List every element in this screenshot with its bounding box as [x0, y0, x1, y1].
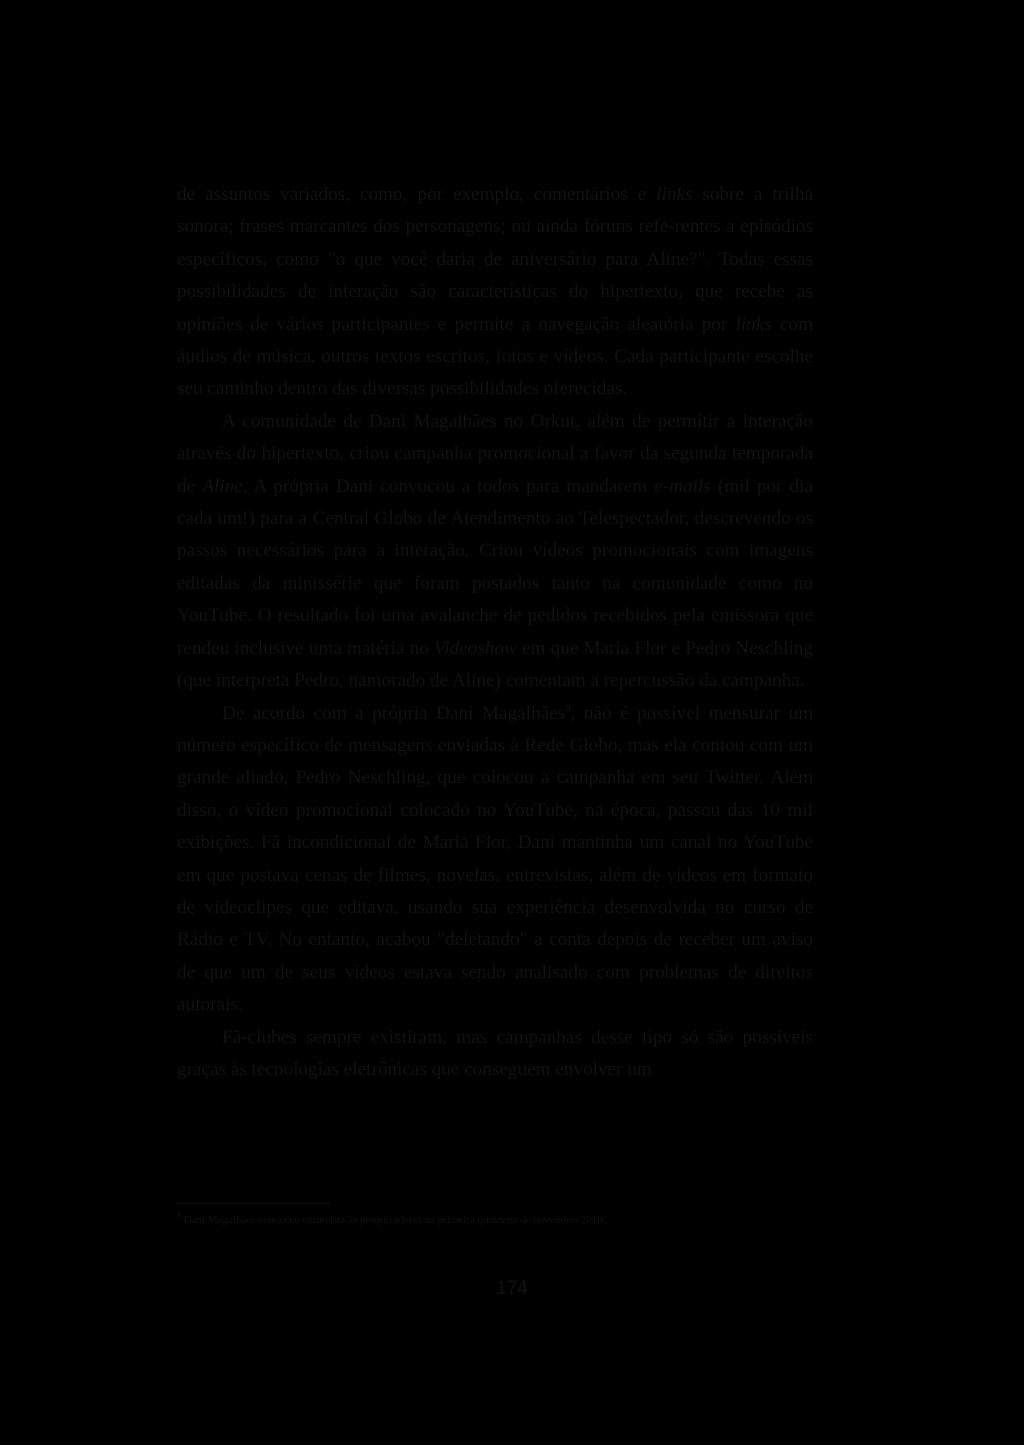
text-run: em que Maria Flor e Pedro Neschling (que interpreta Pedro, namorado de Aline) comentam a repercussão da campanha. — [177, 637, 813, 692]
text-run: Fã-clubes sempre existiram, mas campanhas desse tipo só são possíveis graças às tecnologias eletrônicas que conseguem envolver um — [177, 1026, 813, 1080]
text-run: , não é possível mensurar um número específico de mensagens enviadas à Rede Globo, mas ela contou com um grande aliado, Pedro Neschling, que colocou a campanha em seu Twitter. Além disso, o vídeo promocional colocado no YouTube, na época, passou das 10 mil exibições. Fã incondicional de Maria Flor, Dani mantinha um canal no YouTube em que postava cenas de filmes, novelas, entrevistas, além de vídeos em formato de videoclipes que editava, usando sua experiência desenvolvida no curso de Rádio e TV. No entanto, acabou "deletando" a conta depois de receber um aviso de que um de seus vídeos estava sendo analisado com problemas de direitos autorais. — [177, 702, 813, 1016]
footnote-divider — [177, 1203, 331, 1204]
footnote — [177, 1212, 817, 1228]
text-run: De acordo com a própria Dani Magalhães — [222, 702, 566, 724]
text-run: com áudios de música, outros textos escritos, fotos e vídeos. Cada participante escolhe seu caminho dentro das diversas possibilidades oferecidas. — [177, 313, 813, 400]
italic-term: e-mails — [654, 475, 711, 497]
paragraph — [177, 406, 813, 698]
text-run: (mil por dia cada um!) para a Central Globo de Atendimento ao Telespectador, descrevendo os passos necessários para a interação. Criou vídeos promocionais com imagens editadas da minissérie que foram postados tanto na comunidade como no YouTube. O resultado foi uma avalanche de pedidos recebidos pela emissora que rendeu inclusive uma matéria no — [177, 475, 813, 659]
footnote-text: Dani Magalhães concedeu entrevista às pesquisadoras na primeira quinzena de novembro/2010. — [181, 1214, 606, 1226]
body-text — [177, 179, 813, 1086]
italic-term: Aline — [202, 475, 243, 497]
paragraph — [177, 179, 813, 406]
text-run: A comunidade de Dani Magalhães no Orkut, além de permitir a interação através do hipertexto, criou campanha promocional a favor da segunda temporada de — [177, 410, 813, 497]
paragraph — [177, 698, 813, 1022]
text-run: de assuntos variados, como, por exemplo, comentários e — [177, 184, 657, 205]
footnote-reference: 8 — [565, 702, 571, 715]
text-run: sobre a trilha sonora; frases marcantes dos personagens; ou ainda fóruns refe-rentes a episódios específicos, como "o que você daria de aniversário para Aline?". Todas essas possibilidades de interação são características do hipertexto, que recebe as opiniões de vários participantes e permite a navegação aleatória por — [177, 184, 813, 335]
paragraph — [177, 1022, 813, 1087]
italic-term: Videoshow — [434, 637, 517, 659]
italic-term: links — [735, 313, 772, 335]
footnote-marker: 8 — [177, 1211, 181, 1221]
page-number: 174 — [496, 1278, 528, 1299]
italic-term: links — [656, 184, 693, 205]
text-run: . A própria Dani convocou a todos para mandarem — [242, 475, 655, 497]
